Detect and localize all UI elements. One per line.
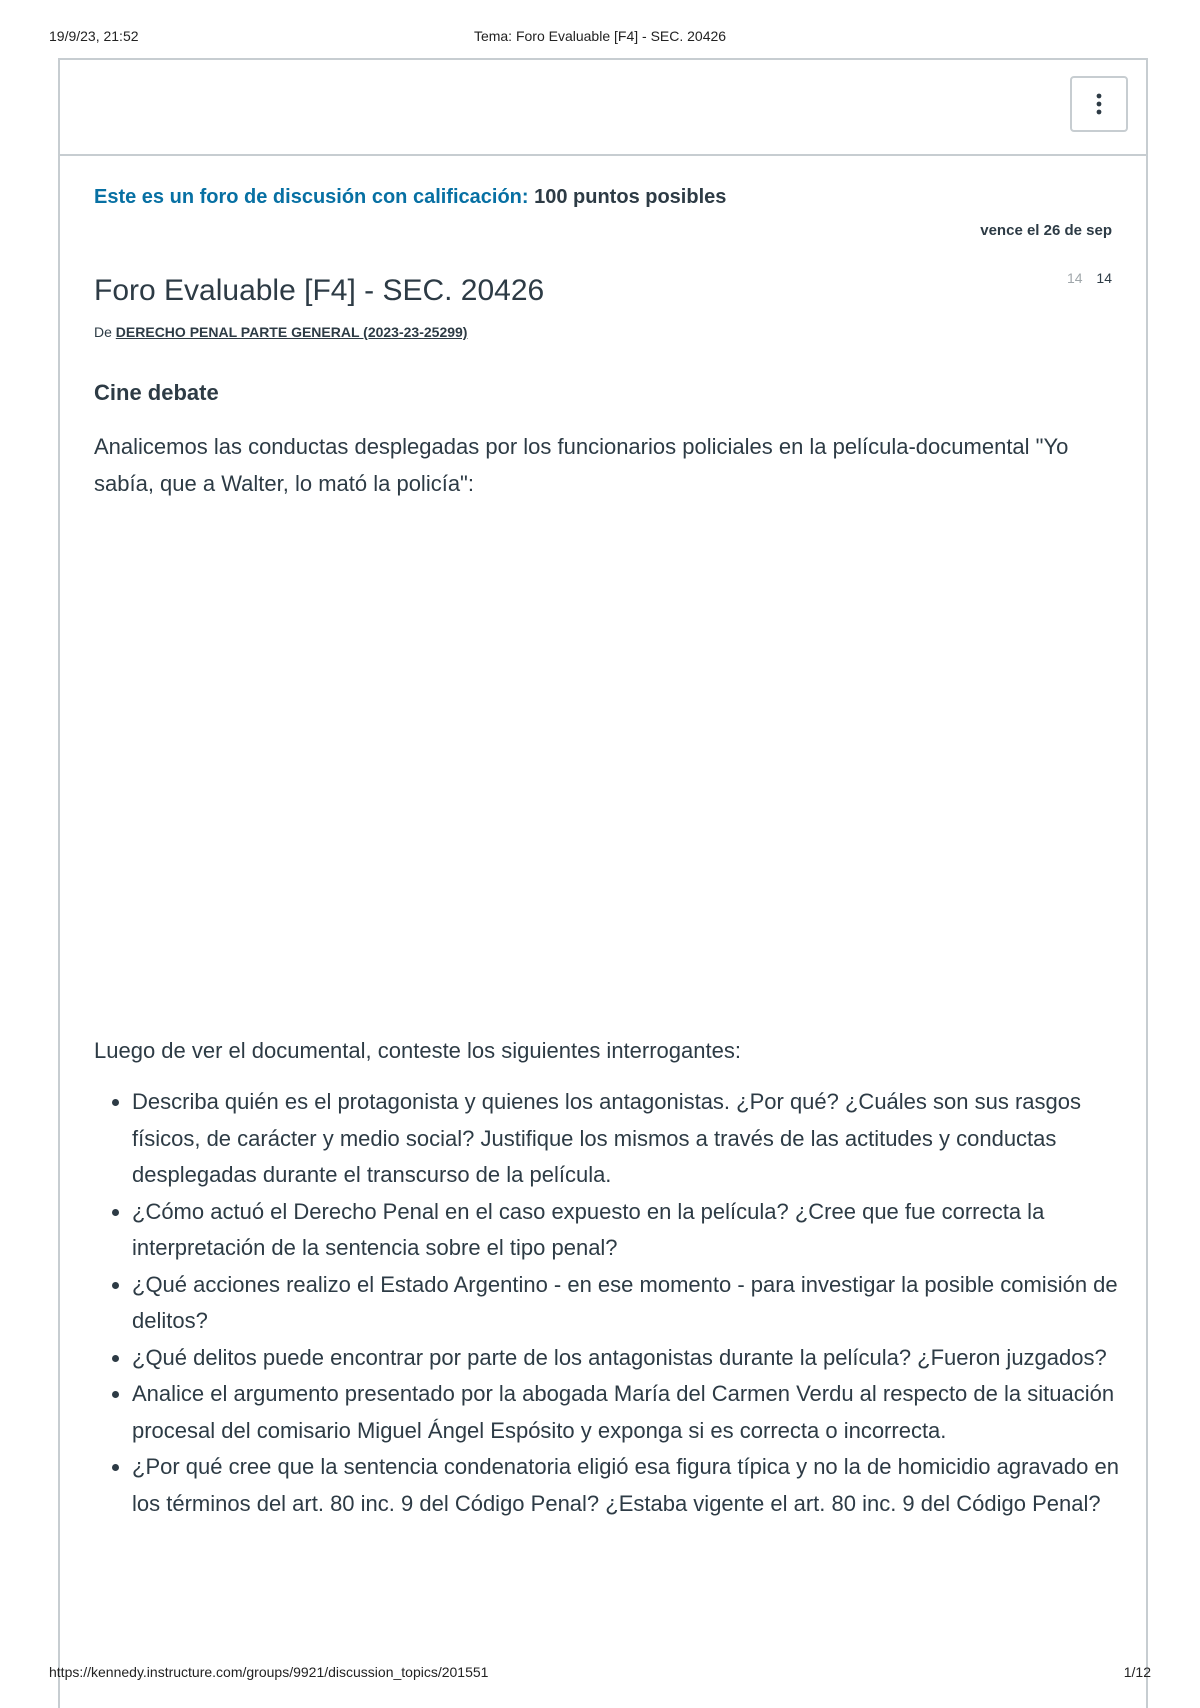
discussion-toolbar: [60, 60, 1146, 156]
section-heading: Cine debate: [94, 380, 219, 405]
question-item: • ¿Qué delitos puede encontrar por parte de los antagonistas durante la película? ¿Fueron juzgados?: [132, 1340, 1152, 1377]
kebab-vertical-icon: [1096, 93, 1102, 115]
question-item: • Analice el argumento presentado por la abogada María del Carmen Verdu al respecto de la situación procesal del comisario Miguel Ángel Espósito y exponga si es correcta o incorrecta.: [132, 1376, 1152, 1449]
intro-paragraph: Analicemos las conductas desplegadas por los funcionarios policiales en la película-documental "Yo sabía, que a Walter, lo mató la policía":: [94, 434, 1069, 496]
question-item: • ¿Por qué cree que la sentencia condenatoria eligió esa figura típica y no la de homicidio agravado en los términos del art. 80 inc. 9 del Código Penal? ¿Estaba vigente el art. 80 inc. 9 del Código Penal?: [132, 1449, 1152, 1522]
due-date: vence el 26 de sep: [980, 222, 1112, 239]
reply-counts: [1067, 270, 1112, 286]
instructions-paragraph: Luego de ver el documental, conteste los siguientes interrogantes:: [94, 1038, 741, 1063]
page-number: 1/12: [1123, 1664, 1151, 1680]
print-date: 19/9/23, 21:52: [49, 28, 139, 44]
page-url: https://kennedy.instructure.com/groups/9921/discussion_topics/201551: [49, 1664, 489, 1680]
question-item: • ¿Qué acciones realizo el Estado Argentino - en ese momento - para investigar la posible comisión de delitos?: [132, 1267, 1152, 1340]
graded-notice-lead: Este es un foro de discusión con calificación:: [94, 186, 529, 208]
unread-count: 14: [1066, 270, 1083, 286]
total-count: 14: [1096, 270, 1112, 286]
question-item: • ¿Cómo actuó el Derecho Penal en el caso expuesto en la película? ¿Cree que fue correcta la interpretación de la sentencia sobre el tipo penal?: [132, 1194, 1152, 1267]
options-menu-button[interactable]: [1070, 76, 1128, 132]
discussion-panel: [58, 58, 1148, 1708]
embedded-video-area: [94, 516, 1094, 996]
topic-title: Foro Evaluable [F4] - SEC. 20426: [94, 274, 545, 307]
print-title: Tema: Foro Evaluable [F4] - SEC. 20426: [473, 28, 727, 44]
from-label: De: [94, 324, 112, 340]
graded-notice: [94, 186, 726, 209]
points-possible: 100 puntos posibles: [534, 186, 727, 208]
question-item: • Describa quién es el protagonista y quienes los antagonistas. ¿Por qué? ¿Cuáles son sus rasgos físicos, de carácter y medio social? Justifique los mismos a través de las actitudes y conductas desplegadas durante el transcurso de la película.: [132, 1084, 1152, 1194]
topic-author: [94, 324, 467, 340]
question-list: [94, 1084, 1152, 1522]
group-link[interactable]: DERECHO PENAL PARTE GENERAL (2023-23-25299): [115, 324, 468, 340]
